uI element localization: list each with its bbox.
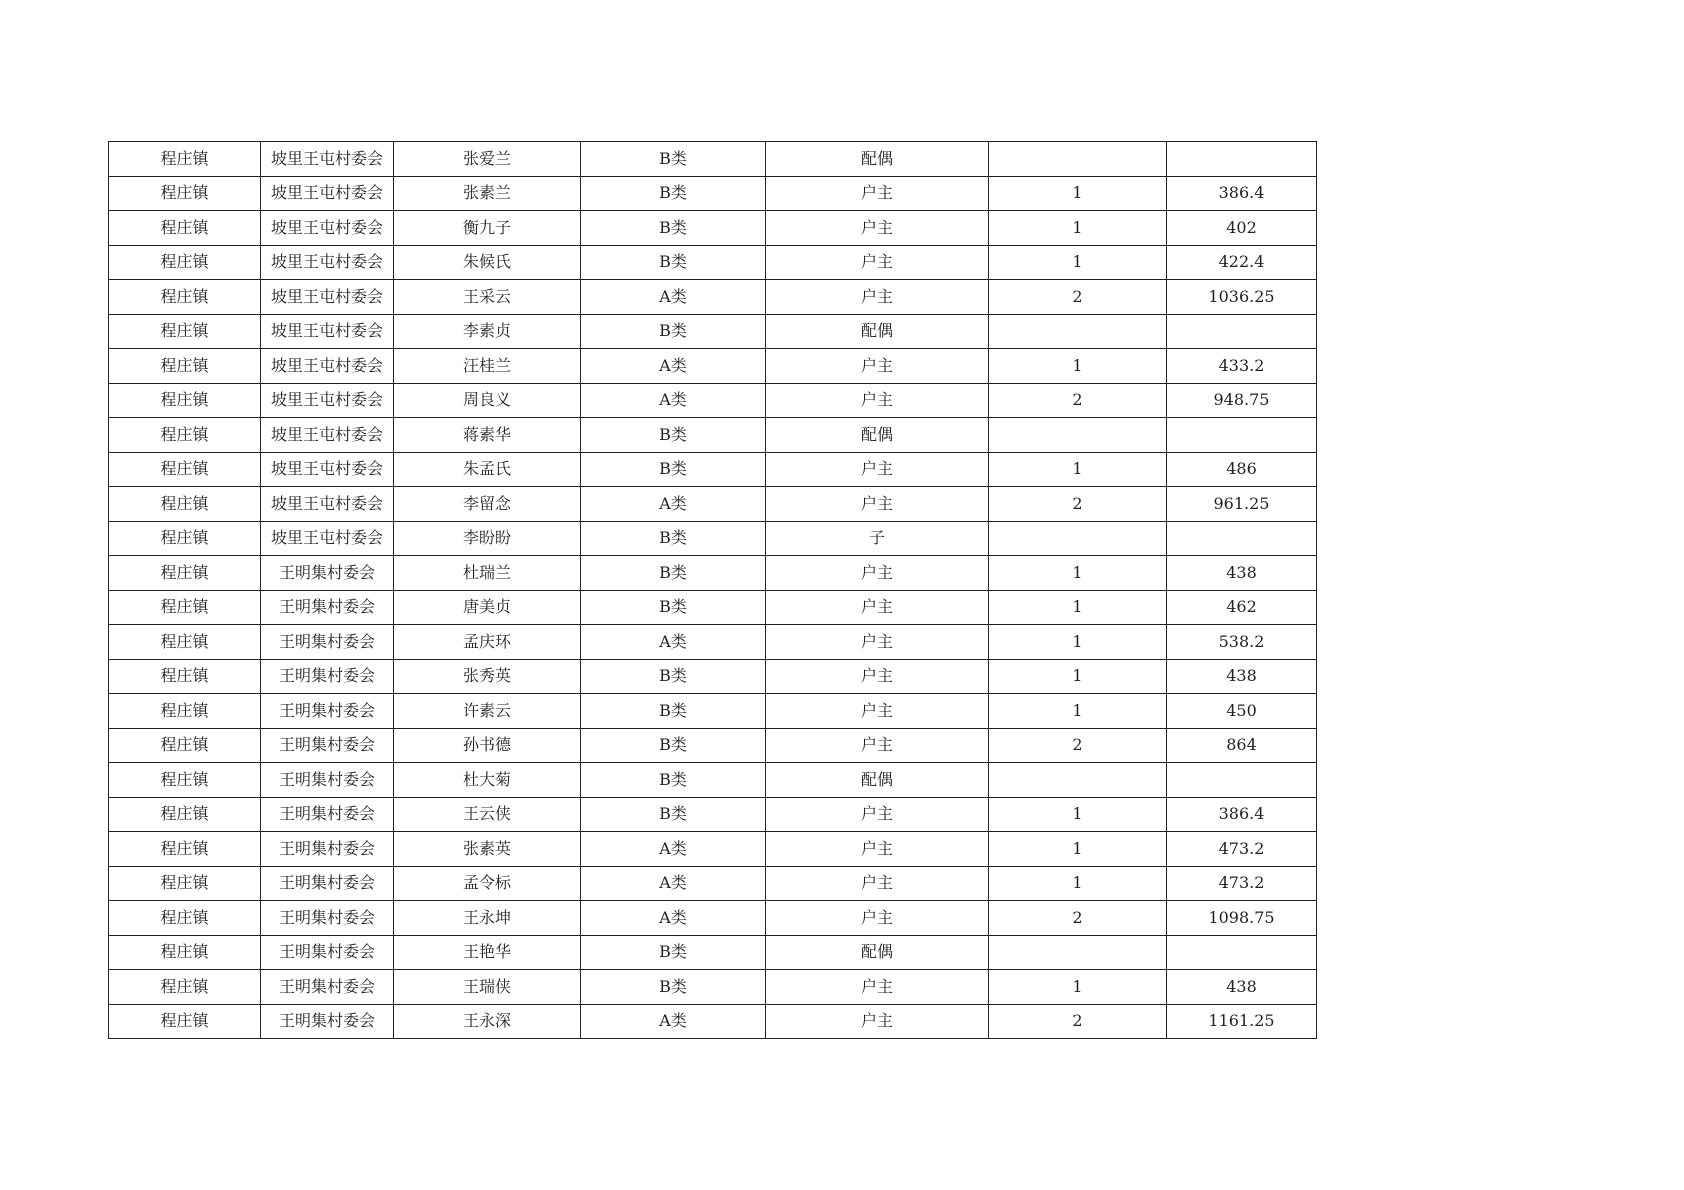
town-cell: 程庄镇 bbox=[109, 901, 261, 936]
name-cell: 张素英 bbox=[394, 832, 581, 867]
table-row bbox=[109, 659, 1317, 694]
table-body bbox=[109, 142, 1317, 1039]
relation-cell: 户主 bbox=[766, 832, 989, 867]
category-cell: B类 bbox=[581, 521, 766, 556]
category-cell: B类 bbox=[581, 556, 766, 591]
amount-cell: 961.25 bbox=[1167, 487, 1317, 522]
relation-cell: 户主 bbox=[766, 866, 989, 901]
household-count-cell: 1 bbox=[989, 970, 1167, 1005]
category-cell: B类 bbox=[581, 935, 766, 970]
name-cell: 许素云 bbox=[394, 694, 581, 729]
village-cell: 坡里王屯村委会 bbox=[261, 211, 394, 246]
table-row bbox=[109, 487, 1317, 522]
town-cell: 程庄镇 bbox=[109, 314, 261, 349]
category-cell: A类 bbox=[581, 280, 766, 315]
table-row bbox=[109, 694, 1317, 729]
amount-cell: 473.2 bbox=[1167, 832, 1317, 867]
name-cell: 孟令标 bbox=[394, 866, 581, 901]
town-cell: 程庄镇 bbox=[109, 245, 261, 280]
household-count-cell: 1 bbox=[989, 211, 1167, 246]
category-cell: B类 bbox=[581, 452, 766, 487]
town-cell: 程庄镇 bbox=[109, 280, 261, 315]
household-count-cell: 1 bbox=[989, 797, 1167, 832]
village-cell: 坡里王屯村委会 bbox=[261, 280, 394, 315]
name-cell: 杜瑞兰 bbox=[394, 556, 581, 591]
village-cell: 坡里王屯村委会 bbox=[261, 418, 394, 453]
category-cell: A类 bbox=[581, 383, 766, 418]
household-count-cell: 2 bbox=[989, 901, 1167, 936]
town-cell: 程庄镇 bbox=[109, 935, 261, 970]
category-cell: A类 bbox=[581, 866, 766, 901]
table-row bbox=[109, 383, 1317, 418]
relation-cell: 配偶 bbox=[766, 314, 989, 349]
name-cell: 周良义 bbox=[394, 383, 581, 418]
town-cell: 程庄镇 bbox=[109, 1004, 261, 1039]
town-cell: 程庄镇 bbox=[109, 349, 261, 384]
amount-cell: 433.2 bbox=[1167, 349, 1317, 384]
amount-cell: 538.2 bbox=[1167, 625, 1317, 660]
village-cell: 坡里王屯村委会 bbox=[261, 487, 394, 522]
table-row bbox=[109, 280, 1317, 315]
amount-cell bbox=[1167, 142, 1317, 177]
table-row bbox=[109, 556, 1317, 591]
table-row bbox=[109, 142, 1317, 177]
relation-cell: 户主 bbox=[766, 349, 989, 384]
table-row bbox=[109, 797, 1317, 832]
table-row bbox=[109, 314, 1317, 349]
village-cell: 坡里王屯村委会 bbox=[261, 452, 394, 487]
town-cell: 程庄镇 bbox=[109, 659, 261, 694]
household-count-cell: 1 bbox=[989, 659, 1167, 694]
relation-cell: 配偶 bbox=[766, 142, 989, 177]
name-cell: 王艳华 bbox=[394, 935, 581, 970]
town-cell: 程庄镇 bbox=[109, 625, 261, 660]
name-cell: 朱孟氏 bbox=[394, 452, 581, 487]
table-row bbox=[109, 452, 1317, 487]
name-cell: 杜大菊 bbox=[394, 763, 581, 798]
village-cell: 坡里王屯村委会 bbox=[261, 314, 394, 349]
household-count-cell: 1 bbox=[989, 866, 1167, 901]
village-cell: 王明集村委会 bbox=[261, 625, 394, 660]
village-cell: 王明集村委会 bbox=[261, 763, 394, 798]
village-cell: 坡里王屯村委会 bbox=[261, 349, 394, 384]
village-cell: 王明集村委会 bbox=[261, 970, 394, 1005]
household-count-cell: 1 bbox=[989, 245, 1167, 280]
table-row bbox=[109, 763, 1317, 798]
town-cell: 程庄镇 bbox=[109, 383, 261, 418]
name-cell: 蒋素华 bbox=[394, 418, 581, 453]
relation-cell: 户主 bbox=[766, 728, 989, 763]
category-cell: B类 bbox=[581, 418, 766, 453]
household-count-cell: 2 bbox=[989, 728, 1167, 763]
name-cell: 张爱兰 bbox=[394, 142, 581, 177]
amount-cell: 462 bbox=[1167, 590, 1317, 625]
household-count-cell: 2 bbox=[989, 280, 1167, 315]
relation-cell: 户主 bbox=[766, 590, 989, 625]
town-cell: 程庄镇 bbox=[109, 728, 261, 763]
category-cell: B类 bbox=[581, 590, 766, 625]
relation-cell: 户主 bbox=[766, 383, 989, 418]
town-cell: 程庄镇 bbox=[109, 763, 261, 798]
amount-cell: 438 bbox=[1167, 556, 1317, 591]
amount-cell: 438 bbox=[1167, 659, 1317, 694]
amount-cell: 1161.25 bbox=[1167, 1004, 1317, 1039]
village-cell: 王明集村委会 bbox=[261, 659, 394, 694]
relation-cell: 户主 bbox=[766, 625, 989, 660]
relation-cell: 户主 bbox=[766, 659, 989, 694]
amount-cell: 386.4 bbox=[1167, 176, 1317, 211]
data-table bbox=[108, 141, 1317, 1039]
name-cell: 李素贞 bbox=[394, 314, 581, 349]
name-cell: 衡九子 bbox=[394, 211, 581, 246]
amount-cell: 948.75 bbox=[1167, 383, 1317, 418]
relation-cell: 户主 bbox=[766, 487, 989, 522]
category-cell: A类 bbox=[581, 625, 766, 660]
relation-cell: 户主 bbox=[766, 245, 989, 280]
household-count-cell: 2 bbox=[989, 1004, 1167, 1039]
household-count-cell: 2 bbox=[989, 487, 1167, 522]
amount-cell: 1036.25 bbox=[1167, 280, 1317, 315]
amount-cell: 402 bbox=[1167, 211, 1317, 246]
household-count-cell bbox=[989, 418, 1167, 453]
village-cell: 王明集村委会 bbox=[261, 866, 394, 901]
table-row bbox=[109, 866, 1317, 901]
table-row bbox=[109, 625, 1317, 660]
table-row bbox=[109, 176, 1317, 211]
name-cell: 王瑞侠 bbox=[394, 970, 581, 1005]
village-cell: 王明集村委会 bbox=[261, 728, 394, 763]
category-cell: B类 bbox=[581, 728, 766, 763]
village-cell: 坡里王屯村委会 bbox=[261, 245, 394, 280]
amount-cell: 386.4 bbox=[1167, 797, 1317, 832]
village-cell: 坡里王屯村委会 bbox=[261, 521, 394, 556]
name-cell: 王永深 bbox=[394, 1004, 581, 1039]
category-cell: A类 bbox=[581, 487, 766, 522]
household-count-cell bbox=[989, 521, 1167, 556]
household-count-cell: 1 bbox=[989, 452, 1167, 487]
town-cell: 程庄镇 bbox=[109, 418, 261, 453]
town-cell: 程庄镇 bbox=[109, 832, 261, 867]
relation-cell: 户主 bbox=[766, 211, 989, 246]
relation-cell: 配偶 bbox=[766, 935, 989, 970]
name-cell: 孟庆环 bbox=[394, 625, 581, 660]
relation-cell: 户主 bbox=[766, 452, 989, 487]
village-cell: 坡里王屯村委会 bbox=[261, 142, 394, 177]
household-count-cell bbox=[989, 142, 1167, 177]
village-cell: 王明集村委会 bbox=[261, 832, 394, 867]
town-cell: 程庄镇 bbox=[109, 487, 261, 522]
town-cell: 程庄镇 bbox=[109, 694, 261, 729]
table-row bbox=[109, 590, 1317, 625]
household-count-cell: 1 bbox=[989, 590, 1167, 625]
table-row bbox=[109, 418, 1317, 453]
table-row bbox=[109, 935, 1317, 970]
relation-cell: 户主 bbox=[766, 280, 989, 315]
household-count-cell: 1 bbox=[989, 556, 1167, 591]
table-row bbox=[109, 901, 1317, 936]
relation-cell: 户主 bbox=[766, 1004, 989, 1039]
relation-cell: 户主 bbox=[766, 970, 989, 1005]
relation-cell: 户主 bbox=[766, 556, 989, 591]
town-cell: 程庄镇 bbox=[109, 590, 261, 625]
town-cell: 程庄镇 bbox=[109, 866, 261, 901]
table-row bbox=[109, 728, 1317, 763]
town-cell: 程庄镇 bbox=[109, 142, 261, 177]
town-cell: 程庄镇 bbox=[109, 452, 261, 487]
amount-cell: 438 bbox=[1167, 970, 1317, 1005]
category-cell: B类 bbox=[581, 694, 766, 729]
table-row bbox=[109, 211, 1317, 246]
relation-cell: 配偶 bbox=[766, 763, 989, 798]
table-row bbox=[109, 521, 1317, 556]
name-cell: 王永坤 bbox=[394, 901, 581, 936]
household-count-cell bbox=[989, 763, 1167, 798]
category-cell: A类 bbox=[581, 349, 766, 384]
amount-cell: 1098.75 bbox=[1167, 901, 1317, 936]
village-cell: 坡里王屯村委会 bbox=[261, 383, 394, 418]
category-cell: B类 bbox=[581, 797, 766, 832]
category-cell: B类 bbox=[581, 659, 766, 694]
village-cell: 王明集村委会 bbox=[261, 590, 394, 625]
village-cell: 王明集村委会 bbox=[261, 694, 394, 729]
amount-cell bbox=[1167, 521, 1317, 556]
name-cell: 李留念 bbox=[394, 487, 581, 522]
name-cell: 李盼盼 bbox=[394, 521, 581, 556]
town-cell: 程庄镇 bbox=[109, 176, 261, 211]
amount-cell: 473.2 bbox=[1167, 866, 1317, 901]
amount-cell: 486 bbox=[1167, 452, 1317, 487]
amount-cell bbox=[1167, 935, 1317, 970]
category-cell: B类 bbox=[581, 176, 766, 211]
category-cell: B类 bbox=[581, 211, 766, 246]
amount-cell: 864 bbox=[1167, 728, 1317, 763]
town-cell: 程庄镇 bbox=[109, 211, 261, 246]
relation-cell: 户主 bbox=[766, 176, 989, 211]
village-cell: 王明集村委会 bbox=[261, 901, 394, 936]
town-cell: 程庄镇 bbox=[109, 556, 261, 591]
name-cell: 王云侠 bbox=[394, 797, 581, 832]
relation-cell: 户主 bbox=[766, 901, 989, 936]
category-cell: B类 bbox=[581, 314, 766, 349]
category-cell: B类 bbox=[581, 142, 766, 177]
relation-cell: 户主 bbox=[766, 694, 989, 729]
name-cell: 张素兰 bbox=[394, 176, 581, 211]
category-cell: A类 bbox=[581, 1004, 766, 1039]
village-cell: 王明集村委会 bbox=[261, 556, 394, 591]
name-cell: 孙书德 bbox=[394, 728, 581, 763]
amount-cell: 422.4 bbox=[1167, 245, 1317, 280]
village-cell: 王明集村委会 bbox=[261, 935, 394, 970]
category-cell: B类 bbox=[581, 245, 766, 280]
table-row bbox=[109, 349, 1317, 384]
amount-cell: 450 bbox=[1167, 694, 1317, 729]
name-cell: 汪桂兰 bbox=[394, 349, 581, 384]
village-cell: 王明集村委会 bbox=[261, 1004, 394, 1039]
amount-cell bbox=[1167, 314, 1317, 349]
household-count-cell: 2 bbox=[989, 383, 1167, 418]
town-cell: 程庄镇 bbox=[109, 521, 261, 556]
table-row bbox=[109, 832, 1317, 867]
name-cell: 张秀英 bbox=[394, 659, 581, 694]
amount-cell bbox=[1167, 763, 1317, 798]
town-cell: 程庄镇 bbox=[109, 970, 261, 1005]
relation-cell: 户主 bbox=[766, 797, 989, 832]
town-cell: 程庄镇 bbox=[109, 797, 261, 832]
village-cell: 坡里王屯村委会 bbox=[261, 176, 394, 211]
relation-cell: 配偶 bbox=[766, 418, 989, 453]
table-row bbox=[109, 1004, 1317, 1039]
category-cell: A类 bbox=[581, 832, 766, 867]
household-count-cell: 1 bbox=[989, 176, 1167, 211]
household-count-cell bbox=[989, 935, 1167, 970]
household-count-cell: 1 bbox=[989, 694, 1167, 729]
village-cell: 王明集村委会 bbox=[261, 797, 394, 832]
category-cell: B类 bbox=[581, 970, 766, 1005]
household-count-cell: 1 bbox=[989, 625, 1167, 660]
name-cell: 王采云 bbox=[394, 280, 581, 315]
category-cell: B类 bbox=[581, 763, 766, 798]
table-row bbox=[109, 245, 1317, 280]
amount-cell bbox=[1167, 418, 1317, 453]
household-count-cell: 1 bbox=[989, 349, 1167, 384]
name-cell: 唐美贞 bbox=[394, 590, 581, 625]
household-count-cell bbox=[989, 314, 1167, 349]
household-count-cell: 1 bbox=[989, 832, 1167, 867]
category-cell: A类 bbox=[581, 901, 766, 936]
name-cell: 朱候氏 bbox=[394, 245, 581, 280]
table-row bbox=[109, 970, 1317, 1005]
relation-cell: 子 bbox=[766, 521, 989, 556]
